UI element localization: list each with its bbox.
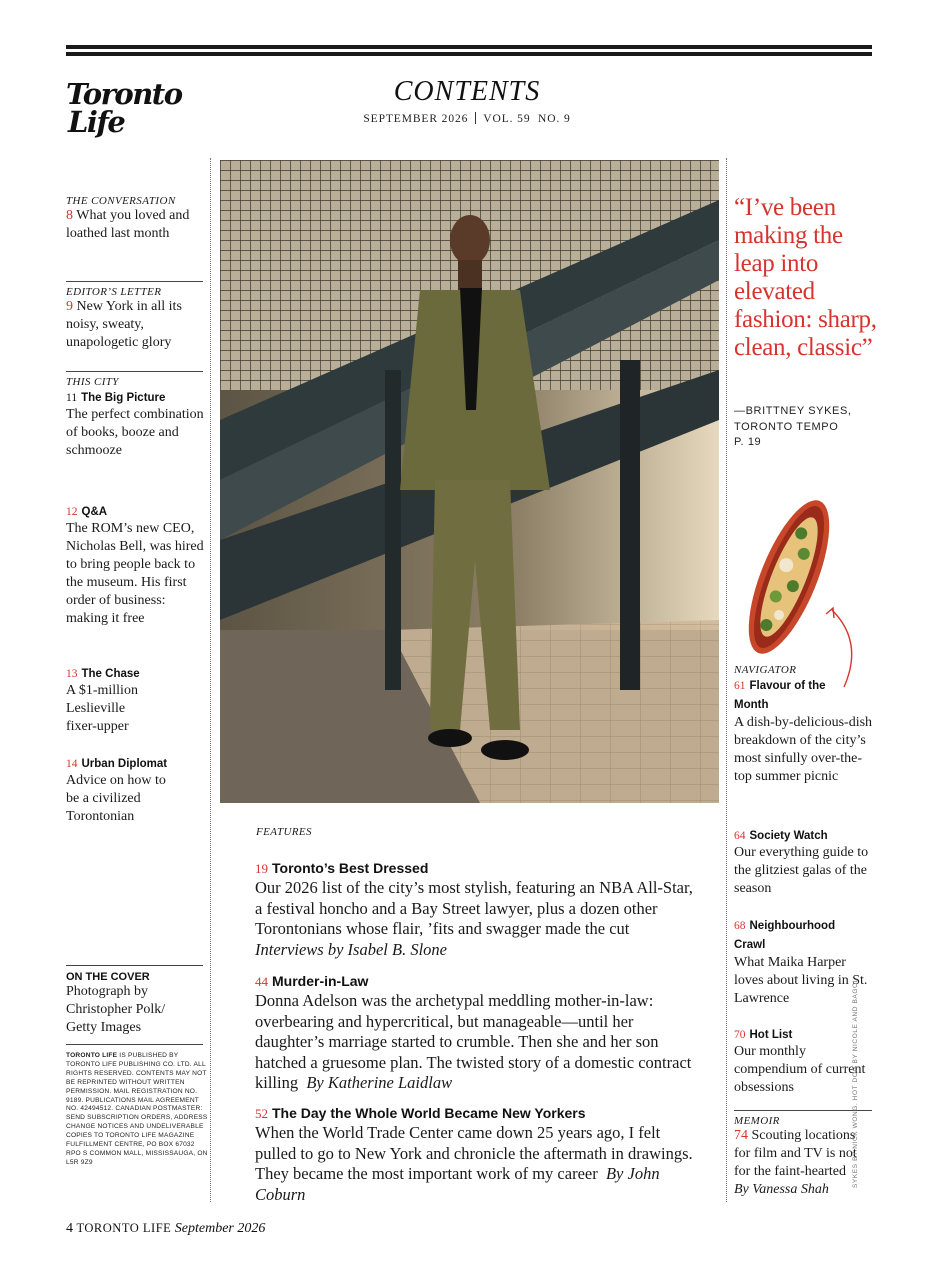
entry-headline: Hot List: [749, 1029, 793, 1041]
features-label: FEATURES: [256, 826, 312, 838]
section-label: THE CONVERSATION: [66, 195, 176, 207]
pull-quote-attribution: —BRITTNEY SYKES, TORONTO TEMPO P. 19: [734, 405, 852, 448]
feature-headline: The Day the Whole World Became New Yorkers: [272, 1105, 586, 1121]
feature-headline: Murder-in-Law: [272, 973, 369, 989]
page-number: 74: [734, 1128, 748, 1143]
page-number: 19: [255, 861, 268, 876]
feature-murder-in-law[interactable]: [255, 973, 695, 1094]
page-number: 61: [734, 680, 746, 692]
section-divider: [66, 371, 203, 372]
issue-info: SEPTEMBER 2026 VOL. 59 NO. 9: [363, 113, 571, 125]
entry-text: A dish-by-delicious-dish breakdown of the city’s most sinfully over-the-top summer picnic: [734, 715, 873, 784]
entry-headline: Society Watch: [749, 830, 828, 842]
page-number: 44: [255, 974, 268, 989]
page-number: 11: [66, 392, 78, 404]
entry-text: Advice on how to be a civilized Torontonian: [66, 773, 166, 824]
toc-entry-urban-diplomat[interactable]: [66, 754, 204, 826]
toc-conversation[interactable]: [66, 195, 204, 243]
page-number: 68: [734, 920, 746, 932]
cover-credit: Photograph by Christopher Polk/ Getty Images: [66, 984, 166, 1035]
entry-headline: The Chase: [81, 668, 140, 680]
entry-text: Our monthly compendium of current obsessions: [734, 1044, 866, 1095]
column-divider-right: [726, 158, 727, 1202]
pull-quote: “I’ve been making the leap into elevated fashion: sharp, clean, classic”: [734, 194, 877, 361]
toc-entry-the-chase[interactable]: [66, 664, 204, 736]
feature-headline: Toronto’s Best Dressed: [272, 860, 429, 876]
section-label: NAVIGATOR: [734, 664, 797, 676]
page-folio: 4 TORONTO LIFE September 2026: [66, 1221, 266, 1236]
entry-text: The ROM’s new CEO, Nicholas Bell, was hired to bring people back to the museum. His first order of business: making it free: [66, 521, 204, 626]
entry-headline: Neighbourhood Crawl: [734, 920, 836, 951]
entry-headline: Urban Diplomat: [81, 758, 168, 770]
photo-credit: SYKES BY NICK WONG. HOT DOG BY NICOLE AND BAGOL: [852, 978, 859, 1188]
on-the-cover: [66, 971, 204, 1037]
hot-dog-image[interactable]: [734, 492, 864, 692]
toc-navigator: [734, 664, 874, 786]
arrow-head-icon: [826, 608, 834, 618]
toc-entry-qa[interactable]: [66, 502, 204, 628]
section-label: MEMOIR: [734, 1115, 780, 1127]
cover-label: ON THE COVER: [66, 971, 150, 983]
feature-byline: By Katherine Laidlaw: [306, 1073, 453, 1092]
toc-this-city: [66, 376, 204, 460]
issue-divider: [475, 112, 476, 124]
entry-text: The perfect combination of books, booze and schmooze: [66, 407, 204, 458]
section-divider: [66, 281, 203, 282]
section-label: THIS CITY: [66, 376, 119, 388]
fine-print-divider: [66, 1044, 203, 1045]
feature-dek: Our 2026 list of the city’s most stylish, featuring an NBA All-Star, a festival honcho and a Bay Street lawyer, plus a dozen other Torontonians whose flair, ’fits and swagger made the cut: [255, 878, 693, 938]
feature-new-yorkers[interactable]: [255, 1105, 695, 1205]
entry-text: What you loved and loathed last month: [66, 208, 190, 241]
feature-dek: When the World Trade Center came down 25 years ago, I felt pulled to go to New York and chronicle the aftermath in drawings. They became the most important work of my career: [255, 1123, 693, 1183]
toc-editors-letter[interactable]: [66, 286, 204, 352]
publisher-fine-print: TORONTO LIFE IS PUBLISHED BY TORONTO LIFE PUBLISHING CO. LTD. ALL RIGHTS RESERVED. CONTENTS MAY NOT BE REPRINTED WITHOUT WRITTEN PERMISSION. MAIL REGISTRATION NO. 9189. PUBLICATIONS MAIL AGREEMENT NO. 42494512. CANADIAN POSTMASTER: SEND SUBSCRIPTION ORDERS, ADDRESS CHANGE NOTICES AND UNDELIVERABLE COPIES TO TORONTO LIFE MAGAZINE FULFILLMENT CENTRE, PO BOX 67032 RPO S COMMON MALL, MISSISSAUGA, ON L5R 9Z9: [66, 1052, 208, 1166]
feature-byline: By John Coburn: [255, 1164, 660, 1204]
entry-headline: The Big Picture: [81, 392, 166, 404]
toc-entry-big-picture[interactable]: [66, 388, 204, 460]
toronto-life-logo[interactable]: Toronto Life: [66, 77, 182, 139]
entry-headline: Flavour of the Month: [734, 680, 826, 711]
feature-dek: Donna Adelson was the archetypal meddling mother-in-law: overbearing and hypercritical, but manageable—until her daughter’s marriage started to crumble. Then she and her son hatched a gruesome plan. The twisted story of a domestic contract killing: [255, 991, 692, 1092]
page-title: CONTENTS: [393, 76, 541, 107]
masthead-rule-bottom: [66, 52, 872, 56]
entry-text: What Maika Harper loves about living in St. Lawrence: [734, 955, 868, 1006]
column-divider-left: [210, 158, 211, 1202]
page-number: 14: [66, 758, 78, 770]
page-number: 12: [66, 506, 78, 518]
entry-text: A $1-million Leslieville fixer-upper: [66, 683, 138, 734]
feature-best-dressed[interactable]: [255, 860, 695, 960]
page-number: 13: [66, 668, 78, 680]
toc-entry-flavour-of-the-month[interactable]: [734, 676, 874, 786]
feature-byline: Interviews by Isabel B. Slone: [255, 939, 447, 959]
toc-entry-society-watch[interactable]: [734, 826, 874, 898]
section-label: EDITOR’S LETTER: [66, 286, 162, 298]
entry-text: Our everything guide to the glitziest galas of the season: [734, 845, 869, 896]
cover-photo[interactable]: [220, 160, 719, 803]
entry-headline: Q&A: [81, 506, 108, 518]
page-number: 9: [66, 299, 73, 314]
page-number: 70: [734, 1029, 746, 1041]
staircase-portrait-illustration: [220, 160, 719, 803]
entry-text: Scouting locations for film and TV is not for the faint-hearted: [734, 1128, 857, 1179]
page-number: 64: [734, 830, 746, 842]
cover-divider: [66, 965, 203, 966]
entry-text: New York in all its noisy, sweaty, unapologetic glory: [66, 299, 182, 350]
masthead-rule-top: [66, 45, 872, 49]
page-number: 52: [255, 1106, 268, 1121]
memoir-byline: By Vanessa Shah: [734, 1182, 829, 1197]
page-number: 8: [66, 208, 73, 223]
